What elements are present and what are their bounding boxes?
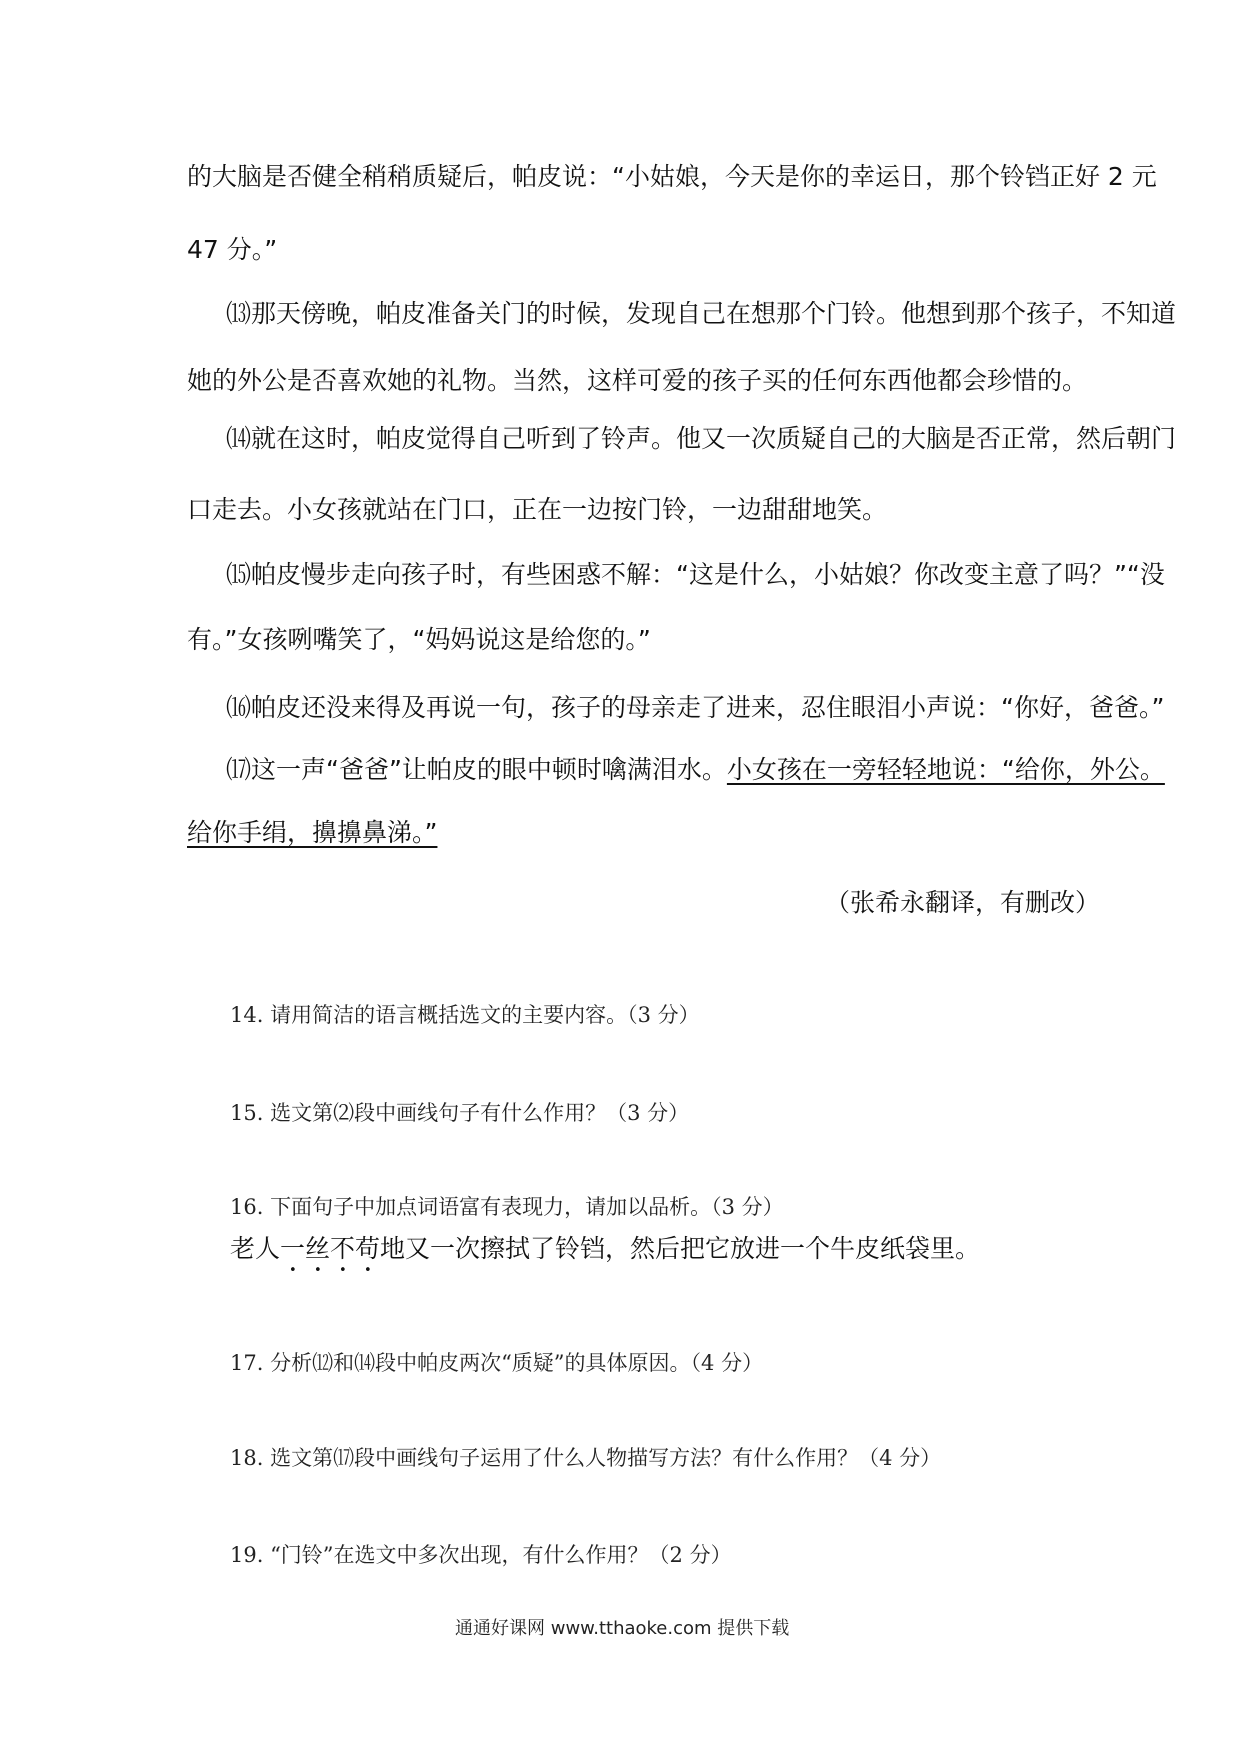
question-14: 14. 请用简洁的语言概括选文的主要内容。（3 分） xyxy=(230,1003,700,1027)
passage-line-6: 口走去。小女孩就站在门口，正在一边按门铃，一边甜甜地笑。 xyxy=(187,495,888,524)
question-16: 16. 下面句子中加点词语富有表现力，请加以品析。（3 分） xyxy=(230,1195,784,1219)
page-footer: 通通好课网 www.tthaoke.com 提供下载 xyxy=(455,1618,790,1639)
q16-sentence-after: 地又一次擦拭了铃铛，然后把它放进一个牛皮纸袋里。 xyxy=(380,1234,981,1263)
paragraph-13: ⒀那天傍晚，帕皮准备关门的时候，发现自己在想那个门铃。他想到那个孩子，不知道 xyxy=(226,299,1177,328)
question-18: 18. 选文第⒄段中画线句子运用了什么人物描写方法？有什么作用？（4 分） xyxy=(230,1446,942,1470)
paragraph-17-plain: ⒄这一声“爸爸”让帕皮的眼中顿时噙满泪水。 xyxy=(226,755,727,784)
passage-line-1: 的大脑是否健全稍稍质疑后，帕皮说：“小姑娘，今天是你的幸运日，那个铃铛正好 2 元 xyxy=(187,162,1157,191)
underlined-sentence-part-1: 小女孩在一旁轻轻地说：“给你，外公。 xyxy=(726,755,1165,784)
underlined-sentence-part-2: 给你手绢，擤擤鼻涕。” xyxy=(187,818,438,847)
question-16-sentence xyxy=(230,1234,980,1278)
passage-line-2: 47 分。” xyxy=(187,235,278,264)
paragraph-17 xyxy=(226,757,1165,782)
question-19: 19. “门铃”在选文中多次出现，有什么作用？（2 分） xyxy=(230,1543,732,1567)
question-15: 15. 选文第⑵段中画线句子有什么作用？（3 分） xyxy=(230,1101,690,1125)
source-note: （张希永翻译，有删改） xyxy=(825,888,1101,917)
q16-dotted-words: 一丝不苟 xyxy=(280,1234,381,1263)
paragraph-16: ⒃帕皮还没来得及再说一句，孩子的母亲走了进来，忍住眼泪小声说：“你好，爸爸。” xyxy=(226,693,1165,722)
passage-line-8: 有。”女孩咧嘴笑了，“妈妈说这是给您的。” xyxy=(187,625,651,654)
q16-sentence-before: 老人 xyxy=(230,1234,281,1263)
passage-line-4: 她的外公是否喜欢她的礼物。当然，这样可爱的孩子买的任何东西他都会珍惜的。 xyxy=(187,366,1088,395)
paragraph-14: ⒁就在这时，帕皮觉得自己听到了铃声。他又一次质疑自己的大脑是否正常，然后朝门 xyxy=(226,424,1177,453)
passage-line-11 xyxy=(187,820,437,845)
question-17: 17. 分析⑿和⒁段中帕皮两次“质疑”的具体原因。（4 分） xyxy=(230,1351,764,1375)
paragraph-15: ⒂帕皮慢步走向孩子时，有些困惑不解：“这是什么，小姑娘？你改变主意了吗？”“没 xyxy=(226,560,1165,589)
